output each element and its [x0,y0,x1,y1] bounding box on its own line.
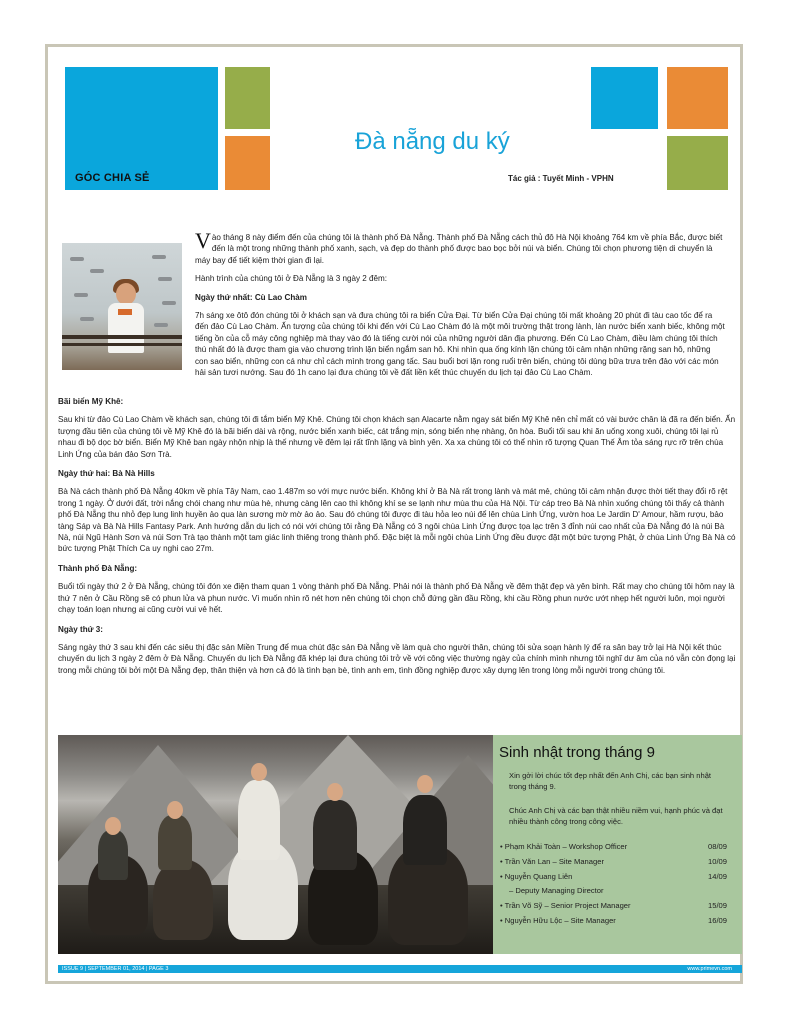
beach-heading: Bãi biển Mỹ Khê: [58,397,124,406]
birthday-entry-date: 10/09 [708,857,728,866]
birthday-entry: • Trần Võ Sỹ – Senior Project Manager [500,901,631,910]
article-intro-block [195,228,725,378]
city-text: Buổi tối ngày thứ 2 ở Đà Nẵng, chúng tôi đón xe điện tham quan 1 vòng thành phố Đà Nẵng. Phải nói là thành phố Đà Nẵng về đêm thật đẹp và yên bình. Rất may cho chúng tôi hôm nay là thứ 7 nên ở Cầu Rồng sẽ có phun lửa và phun nước. Vì muốn nhìn rõ nét hơn nên chúng tôi chọn chỗ đứng gần đầu Rồng, khi cầu Rồng phun nước ướt nhẹp hết người luôn, mọi người chạy toán loạn nhưng ai cũng cười vui vẻ hết. [58,582,735,615]
birthday-entry-name: Trần Võ Sỹ – Senior Project Manager [504,901,631,910]
birthday-title: Sinh nhật trong tháng 9 [499,744,655,761]
section-label: GÓC CHIA SẺ [75,172,150,184]
header-green-square-right [667,136,728,190]
header-blue-square-right [591,67,658,129]
birthday-entry-name: Trần Văn Lan – Site Manager [504,857,604,866]
author-line: Tác giả : Tuyết Minh - VPHN [508,174,614,183]
birthday-entry-name: Nguyễn Hữu Lộc – Site Manager [504,916,616,925]
header-orange-square [225,136,270,190]
footer-bar [58,965,742,973]
day2-heading: Ngày thứ hai: Bà Nà Hills [58,469,155,479]
city-heading: Thành phố Đà Nẵng: [58,563,138,573]
beach-text: Sau khi từ đảo Cù Lao Chàm về khách sạn, chúng tôi đi tắm biển Mỹ Khê. Chúng tôi chọn khách sạn Alacarte nằm ngay sát biển Mỹ Khê nên chỉ mất có vài bước chân là đã ra đến biển. Ấn tượng đầu tiên của chúng tôi về Mỹ Khê đó là bãi biển dài và rộng, nước biển xanh biếc, cát trắng mịn, sóng biển nhẹ nhàng, ôn hòa. Buổi tối sau khi ăn uống xong xuôi, chúng tôi lại rủ nhau đi bộ dọc bờ biển. Biển Mỹ Khê ban ngày nhộn nhịp là thế nhưng về đêm lại rất tĩnh lặng và bình yên. Xa xa chúng tôi có thể nhìn rõ tượng Quan Thế Âm tỏa sáng rực rỡ trên chùa Linh Ứng của bán đảo Sơn Trà. [58,415,736,459]
article-title: Đà nẵng du ký [355,128,510,155]
birthday-entry-date: 15/09 [708,901,728,910]
footer-website[interactable]: www.primevn.com [687,966,732,972]
header-orange-square-right [667,67,728,129]
intro-paragraph [195,228,725,266]
birthday-entry-continuation: – Deputy Managing Director [509,886,604,895]
birthday-entry: • Nguyễn Hữu Lộc – Site Manager [500,916,616,925]
birthday-entry-date: 16/09 [708,916,728,925]
birthday-entry-date: 08/09 [708,842,728,851]
footer-issue: ISSUE 9 | SEPTEMBER 01, 2014 | PAGE 3 [62,966,169,972]
article-body [58,396,738,676]
birthday-intro: Xin gởi lời chúc tốt đẹp nhất đến Anh Chị, các bạn sinh nhật trong tháng 9. [509,771,712,791]
day1-heading: Ngày thứ nhất: Cù Lao Chàm [195,292,307,302]
birthday-entry-name: Nguyễn Quang Liên [504,872,573,881]
dropcap-letter: V [195,228,211,253]
day2-text: Bà Nà cách thành phố Đà Nẵng 40km về phía Tây Nam, cao 1.487m so với mực nước biển. Không khí ở Bà Nà rất trong lành và mát mẻ, chúng tôi cảm nhận được thời tiết thay đổi rõ rệt trong 1 ngày. Ở dưới đất, trời nắng chói chang như mùa hè, nhưng càng lên cao thì không khí se se lạnh như mùa thu của Hà Nội. Từ cáp treo Bà Nà nhìn xuống chúng tôi thấy cả thành phố Đà Nẵng thu nhỏ đẹp lung linh huyền ảo qua làn sương mờ mờ ảo ảo. Sau đó chúng tôi được đi tàu hỏa leo núi để lên chùa Linh Ứng, vườn hoa Le Jardin D' Amour, hầm rượu, bảo tàng Sáp và Bà Nà Hills Fantasy Park. Anh hướng dẫn du lịch có nói với chúng tôi rằng Đà Nẵng có 3 ngôi chùa Linh Ứng được tọa lạc trên 3 đỉnh núi cao nhất của Đà Nẵng đó là núi Bà Nà, núi Ngũ Hành Sơn và núi Sơn Trà tạo thành một tam giác linh thiêng trong thành phố. Đặc biệt là mỗi ngôi chùa Linh Ứng đều được đặt một bức tượng Phật, ở chùa Linh Ứng Bà Nà có bức tượng Phật Thích Ca uy nghi cao 27m. [58,487,736,554]
birthday-entry: • Trần Văn Lan – Site Manager [500,857,604,866]
day3-text: Sáng ngày thứ 3 sau khi đến các siêu thị đặc sản Miền Trung để mua chút đặc sản Đà Nẵng về làm quà cho người thân, chúng tôi sửa soạn hành lý để ra sân bay trở lại Hà Nội kết thúc chuyến du lịch 3 ngày 2 đêm ở Đà Nẵng. Chuyến du lịch Đà Nẵng đã khép lại đưa chúng tôi trở về với công việc thường ngày của chính mình nhưng tôi nghĩ dư âm của nó vẫn còn đọng lại trong mỗi chúng tôi bởi một Đà Nẵng đẹp, thân thiện và hơn cả đó là tình bạn bè, tình anh em, tình đồng nghiệp được xây dựng lên trong lòng mỗi người trong chúng tôi. [58,642,736,675]
group-photo [58,735,493,954]
day3-heading: Ngày thứ 3: [58,624,103,634]
birthday-entry-name: Phạm Khải Toàn – Workshop Officer [504,842,628,851]
birthday-entry-date: 14/09 [708,872,728,881]
intro-text: ào tháng 8 này điểm đến của chúng tôi là thành phố Đà Nẵng. Thành phố Đà Nẵng cách thủ đô Hà Nội khoảng 764 km về phía Bắc, được biết đến là một trong những thành phố xanh, sạch, và đẹp do thành phố được bao bọc bởi núi và biển. Chúng tôi chọn phương tiện di chuyển là máy bay để tiết kiệm thời gian đi lại. [195,233,723,265]
journey-line: Hành trình của chúng tôi ở Đà Nẵng là 3 ngày 2 đêm: [195,274,388,284]
header-green-square [225,67,270,129]
day1-text: 7h sáng xe ôtô đón chúng tôi ở khách sạn và đưa chúng tôi ra biển Cửa Đại. Từ biển Cửa Đại chúng tôi mất khoảng 20 phút đi tàu cao tốc để ra đến đảo Cù Lao Chàm. Ấn tượng của chúng tôi khi đến với Cù Lao Chàm đó là một môi trường thật trong lành, làn nước biển xanh biếc, không một tiếng ồn của cỗ máy công nghiệp mà thay vào đó là tiếng cười nói của những người dân địa phương. Đến Cù Lao Chàm, điều làm chúng tôi thích thú nhất đó là được tham gia vào chương trình lặn biển ngắm san hô. Khi nhìn qua ống kính lặn chúng tôi cảm nhận những rặng san hô, những con sao biển, những con cá như chỉ cách mình trong gang tấc. Sau buổi bơi lặn rong ruổi trên biển, chúng tôi dùng bữa trưa trên đảo với các món hải sản tươi nướng. Sau đó 1h cano lại đưa chúng tôi về đất liền kết thúc chuyến du lịch tại đảo Cù Lao Chàm. [195,311,725,378]
portrait-photo [62,243,182,370]
birthday-entry: • Nguyễn Quang Liên [500,872,573,881]
birthday-wish: Chúc Anh Chị và các bạn thật nhiều niềm vui, hạnh phúc và đạt nhiều thành công trong công việc. [509,806,723,826]
birthday-entry: • Phạm Khải Toàn – Workshop Officer [500,842,628,851]
